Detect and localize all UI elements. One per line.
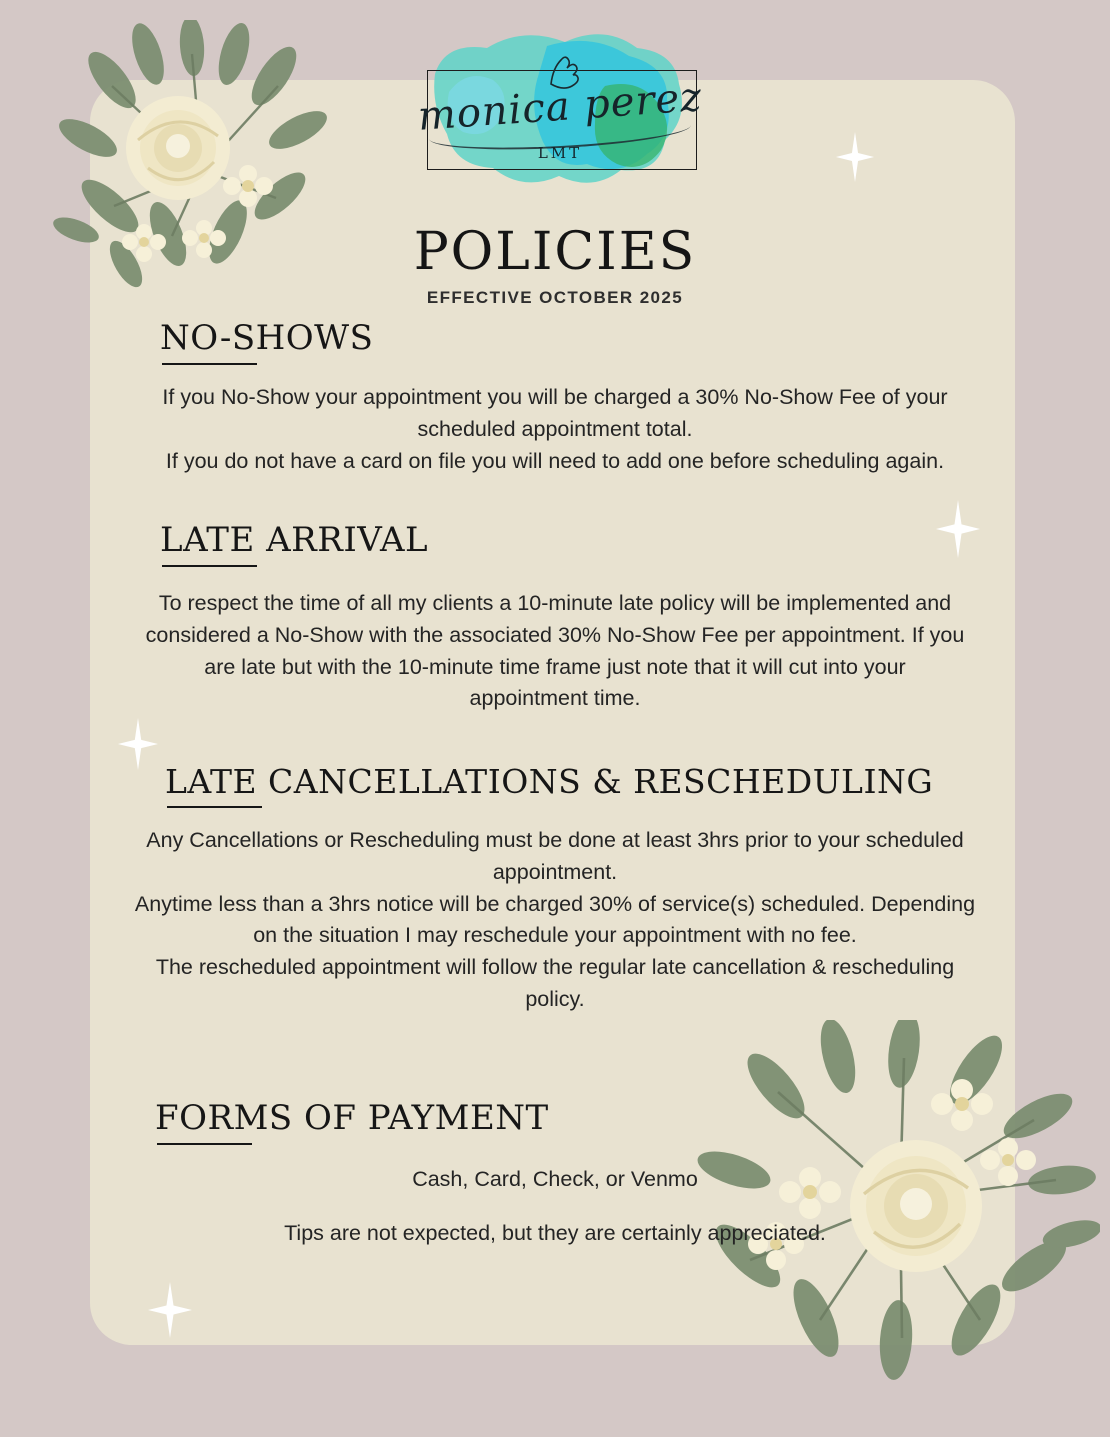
section-heading: LATE ARRIVAL	[160, 520, 429, 560]
paragraph: Tips are not expected, but they are certainly appreciated.	[284, 1220, 826, 1245]
paragraph: Cash, Card, Check, or Venmo	[412, 1167, 698, 1191]
paragraph: The rescheduled appointment will follow the regular late cancellation & rescheduling policy.	[155, 955, 955, 1012]
spacer	[210, 1196, 900, 1218]
section-no-shows	[100, 318, 1010, 477]
page-title: POLICIES	[413, 222, 697, 282]
section-heading: FORMS OF PAYMENT	[155, 1098, 549, 1138]
section-heading: NO-SHOWS	[160, 318, 374, 358]
paragraph: Anytime less than a 3hrs notice will be charged 30% of service(s) scheduled. Depending on the situation I may reschedule your appointment with no fee.	[134, 891, 976, 948]
section-body	[60, 825, 1050, 1016]
brand-logo	[395, 20, 725, 200]
section-body	[100, 588, 1010, 715]
page-subtitle: EFFECTIVE OCTOBER 2025	[426, 288, 684, 307]
paragraph: To respect the time of all my clients a 10-minute late policy will be implemented and considered a No-Show with the associated 30% No-Show Fee per appointment. If you are late but with the 10-minute time frame just note that it will cut into your appointment time.	[145, 591, 965, 711]
section-late-cancellations	[60, 762, 1050, 1016]
section-forms-of-payment	[100, 1098, 1010, 1250]
section-body	[100, 382, 1010, 477]
brand-name: monica perez	[416, 74, 704, 140]
section-heading: LATE CANCELLATIONS & RESCHEDULING	[165, 762, 934, 801]
section-body	[100, 1164, 1010, 1250]
brand-credential: LMT	[537, 144, 583, 162]
paragraph: If you No-Show your appointment you will be charged a 30% No-Show Fee of your scheduled appointment total.	[162, 385, 948, 441]
section-late-arrival	[100, 520, 1010, 715]
paragraph: If you do not have a card on file you will need to add one before scheduling again.	[165, 448, 945, 473]
paragraph: Any Cancellations or Rescheduling must be done at least 3hrs prior to your scheduled appointment.	[146, 828, 964, 884]
